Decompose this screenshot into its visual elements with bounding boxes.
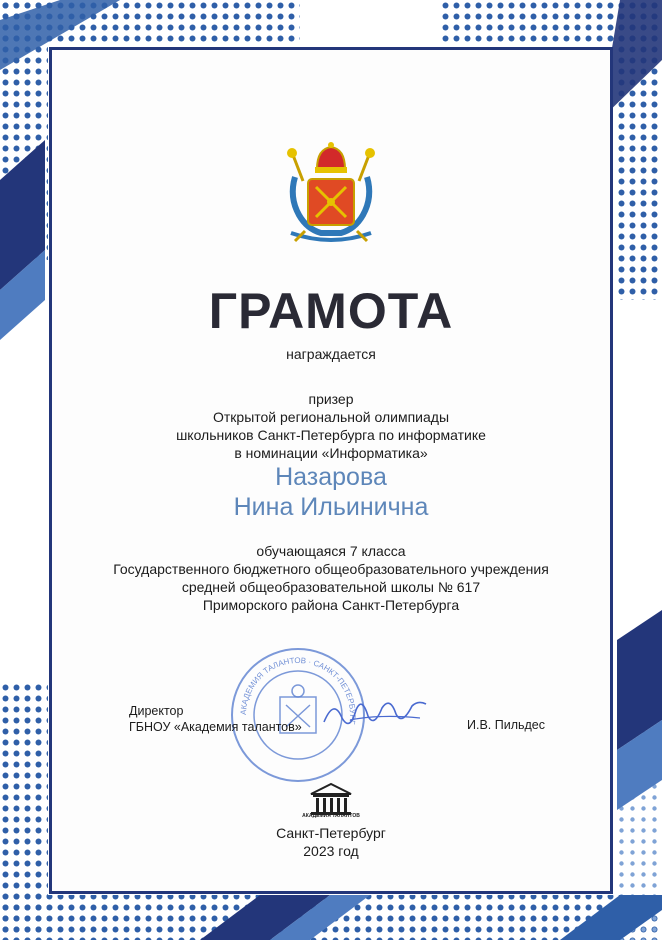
recipient-given-names: Нина Ильинична [233, 493, 429, 521]
school-line-3: Приморского района Санкт-Петербурга [202, 597, 460, 613]
awarded-text: награждается [286, 346, 376, 362]
coat-of-arms-icon [281, 137, 381, 251]
signatory-position-line-2: ГБНОУ «Академия талантов» [129, 720, 302, 734]
olympiad-line-2: школьников Санкт-Петербурга по информатике [176, 427, 486, 443]
nomination: в номинации «Информатика» [234, 445, 428, 461]
recipient-surname: Назарова [275, 463, 387, 491]
certificate-title: ГРАМОТА [208, 283, 454, 339]
academy-logo-caption: АКАДЕМИЯ ТАЛАНТОВ [302, 813, 360, 819]
handwritten-signature [320, 692, 430, 732]
signatory-position [129, 703, 302, 735]
grade-text: обучающаяся 7 класса [256, 543, 406, 559]
year: 2023 год [303, 843, 359, 859]
school-line-2: средней общеобразовательной школы № 617 [181, 579, 481, 595]
stamp-text: АКАДЕМИЯ ТАЛАНТОВ · САНКТ-ПЕТЕРБУРГ [238, 655, 358, 725]
school-line-1: Государственного бюджетного общеобразовательного учреждения [113, 561, 549, 577]
signatory-name: И.В. Пильдес [467, 718, 546, 732]
city: Санкт-Петербург [276, 825, 386, 841]
olympiad-line-1: Открытой региональной олимпиады [212, 409, 450, 425]
signatory-position-line-1: Директор [129, 704, 184, 718]
award-place: призер [308, 391, 354, 407]
